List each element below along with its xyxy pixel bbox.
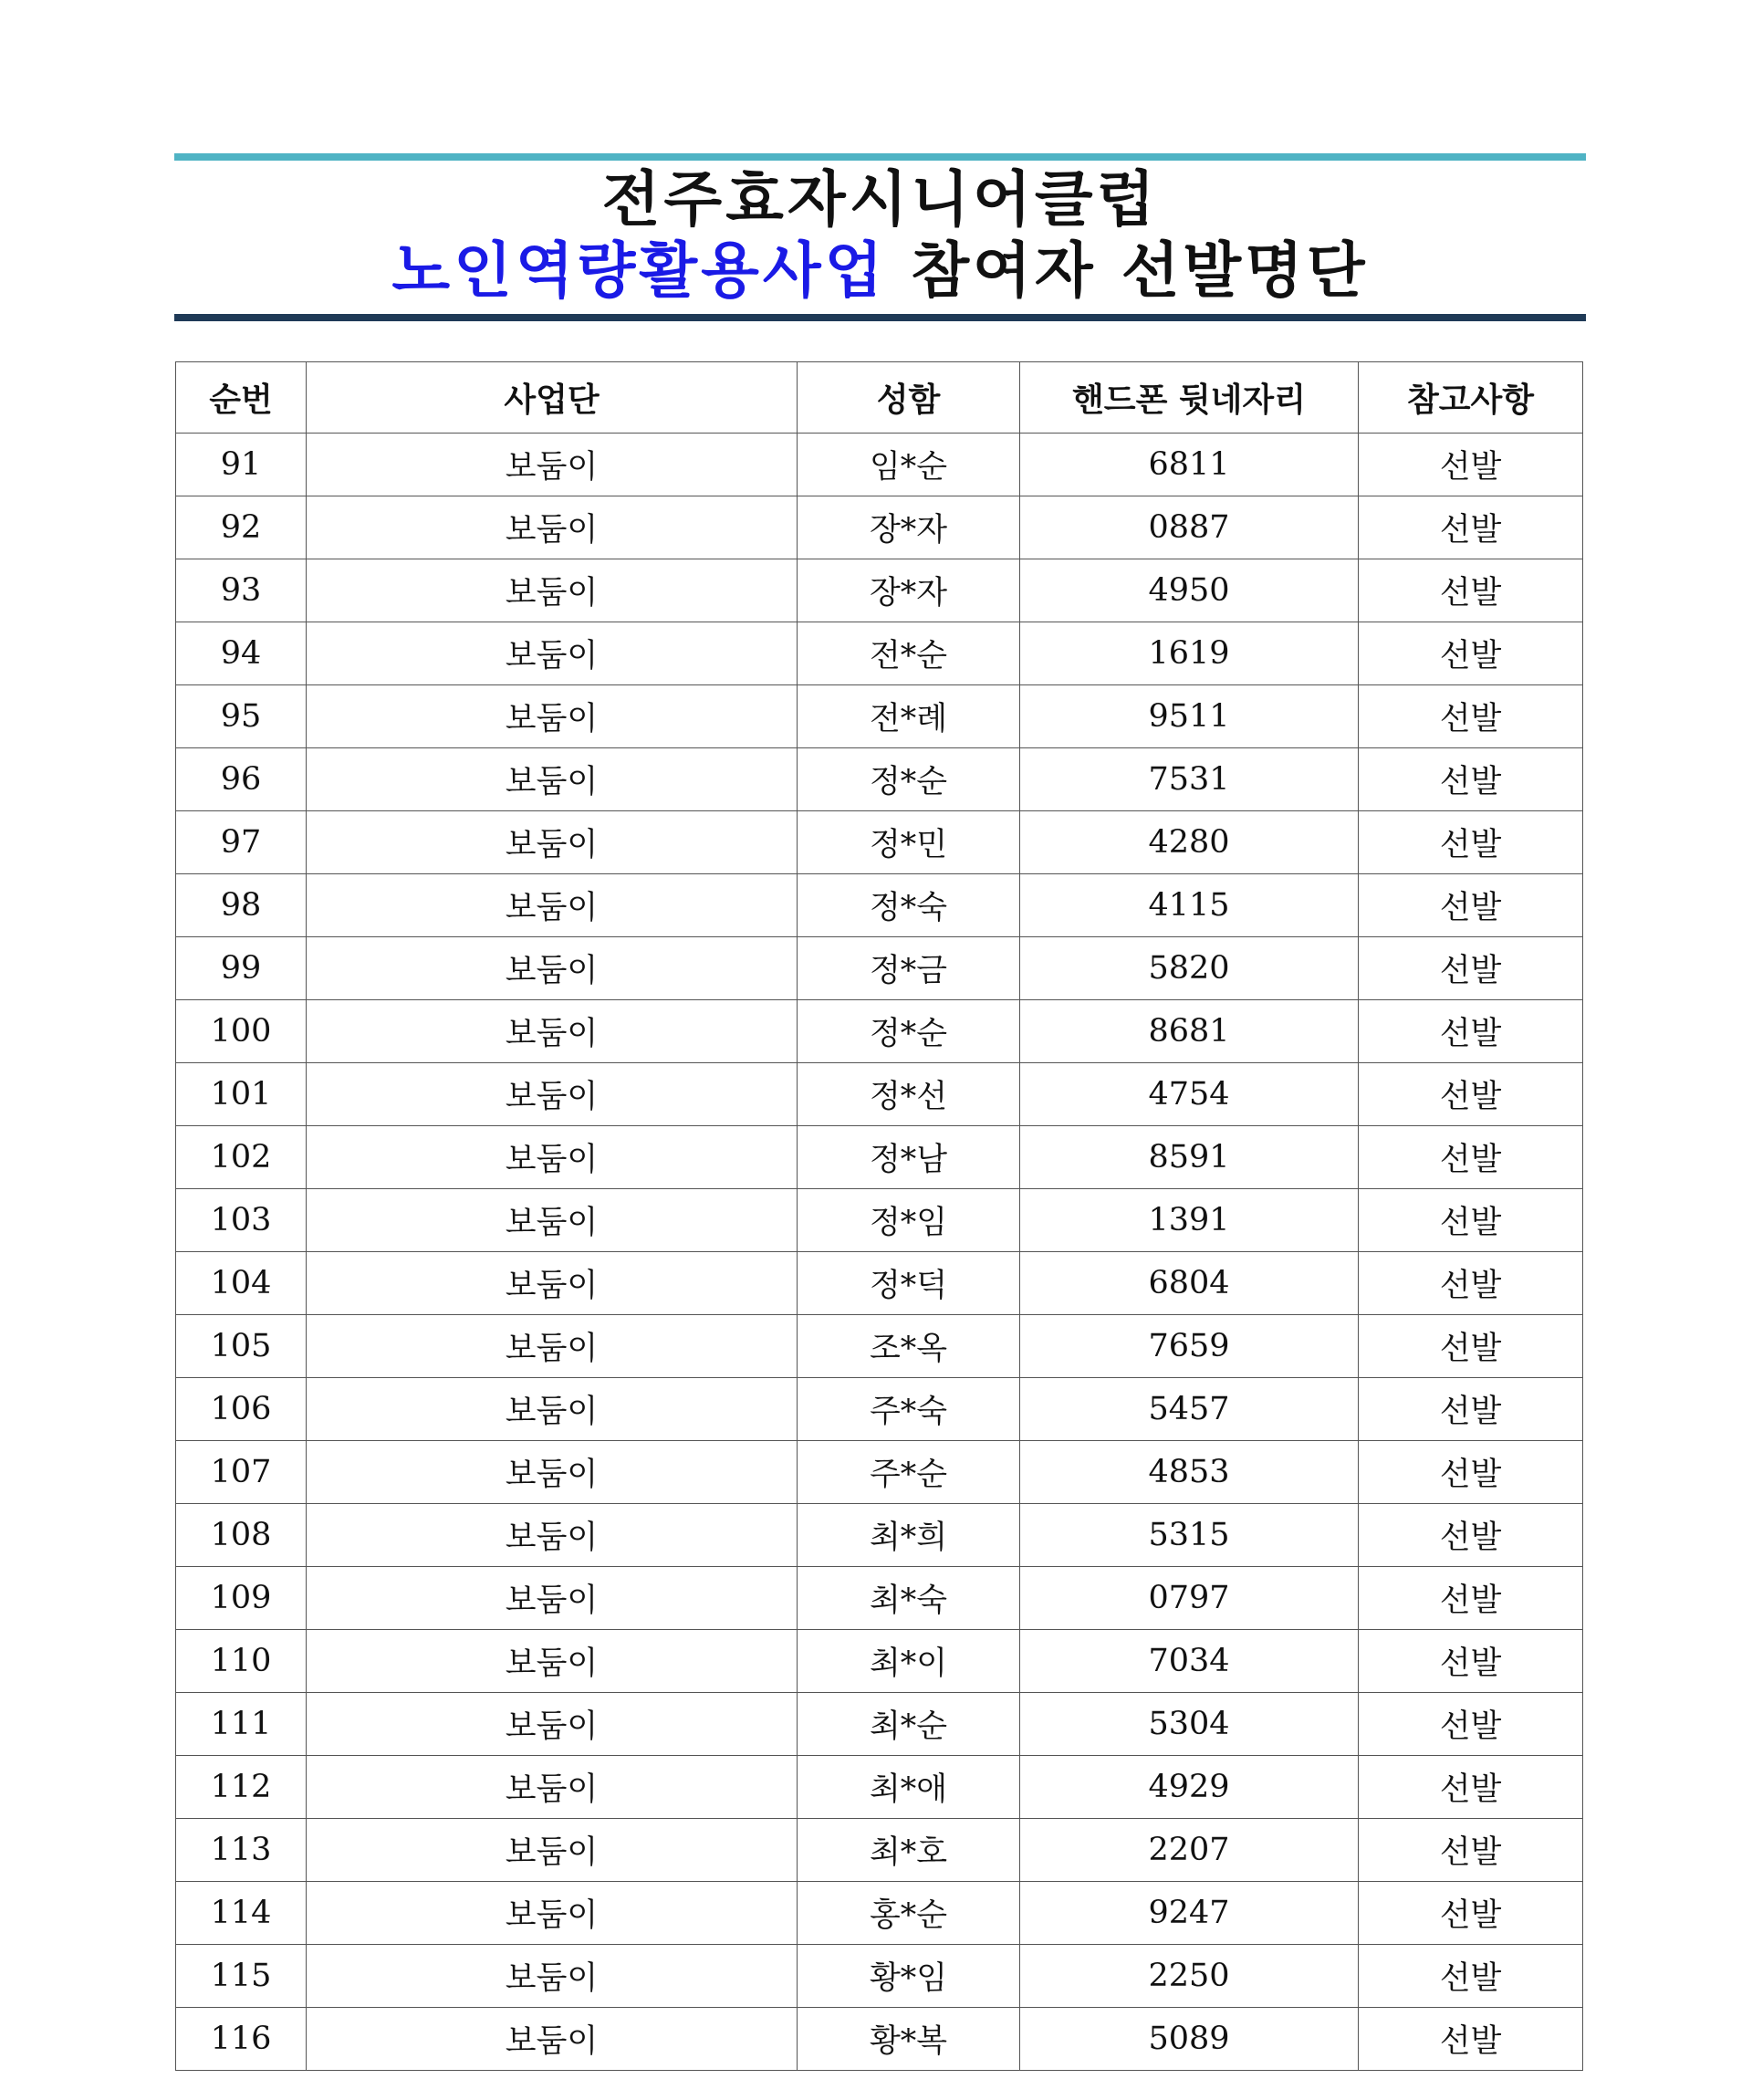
cell-no: 110 [176, 1630, 307, 1693]
cell-no: 108 [176, 1504, 307, 1567]
table-row [176, 434, 1583, 496]
cell-team: 보둠이 [307, 2008, 798, 2071]
cell-no: 93 [176, 559, 307, 622]
cell-team: 보둠이 [307, 811, 798, 874]
table-row [176, 1063, 1583, 1126]
table-row [176, 1882, 1583, 1945]
header-name: 성함 [798, 362, 1020, 434]
cell-team: 보둠이 [307, 1441, 798, 1504]
header-team: 사업단 [307, 362, 798, 434]
cell-name: 최*애 [798, 1756, 1020, 1819]
table-row [176, 937, 1583, 1000]
cell-team: 보둠이 [307, 1945, 798, 2008]
cell-no: 104 [176, 1252, 307, 1315]
cell-no: 113 [176, 1819, 307, 1882]
cell-phone: 8681 [1020, 1000, 1359, 1063]
cell-name: 임*순 [798, 434, 1020, 496]
cell-phone: 6804 [1020, 1252, 1359, 1315]
table-row [176, 1315, 1583, 1378]
cell-phone: 9247 [1020, 1882, 1359, 1945]
cell-note: 선발 [1359, 1567, 1583, 1630]
cell-name: 황*복 [798, 2008, 1020, 2071]
table-row [176, 1756, 1583, 1819]
cell-name: 주*숙 [798, 1378, 1020, 1441]
cell-phone: 5457 [1020, 1378, 1359, 1441]
cell-no: 99 [176, 937, 307, 1000]
cell-phone: 2207 [1020, 1819, 1359, 1882]
cell-note: 선발 [1359, 1126, 1583, 1189]
header-no: 순번 [176, 362, 307, 434]
table-row [176, 748, 1583, 811]
cell-no: 109 [176, 1567, 307, 1630]
table-row [176, 496, 1583, 559]
cell-name: 정*순 [798, 748, 1020, 811]
cell-name: 주*순 [798, 1441, 1020, 1504]
cell-no: 95 [176, 685, 307, 748]
cell-team: 보둠이 [307, 685, 798, 748]
cell-team: 보둠이 [307, 1630, 798, 1693]
cell-name: 전*순 [798, 622, 1020, 685]
cell-no: 105 [176, 1315, 307, 1378]
cell-note: 선발 [1359, 937, 1583, 1000]
cell-note: 선발 [1359, 1252, 1583, 1315]
cell-phone: 7034 [1020, 1630, 1359, 1693]
table-row [176, 1945, 1583, 2008]
cell-phone: 5089 [1020, 2008, 1359, 2071]
cell-name: 최*희 [798, 1504, 1020, 1567]
participant-table [175, 361, 1583, 2071]
cell-team: 보둠이 [307, 1189, 798, 1252]
table-row [176, 1693, 1583, 1756]
table-row [176, 559, 1583, 622]
cell-note: 선발 [1359, 685, 1583, 748]
cell-no: 116 [176, 2008, 307, 2071]
cell-phone: 4115 [1020, 874, 1359, 937]
cell-name: 최*이 [798, 1630, 1020, 1693]
cell-no: 94 [176, 622, 307, 685]
cell-team: 보둠이 [307, 434, 798, 496]
document-title-line1 [174, 164, 1586, 235]
table-row [176, 1567, 1583, 1630]
cell-note: 선발 [1359, 496, 1583, 559]
cell-no: 111 [176, 1693, 307, 1756]
cell-no: 114 [176, 1882, 307, 1945]
cell-note: 선발 [1359, 1378, 1583, 1441]
cell-team: 보둠이 [307, 1756, 798, 1819]
table-row [176, 1378, 1583, 1441]
table-row [176, 1504, 1583, 1567]
cell-name: 정*숙 [798, 874, 1020, 937]
cell-name: 정*금 [798, 937, 1020, 1000]
table-row [176, 2008, 1583, 2071]
document-title-line2 [174, 235, 1586, 306]
cell-name: 전*례 [798, 685, 1020, 748]
cell-name: 정*남 [798, 1126, 1020, 1189]
cell-note: 선발 [1359, 1504, 1583, 1567]
cell-name: 정*선 [798, 1063, 1020, 1126]
cell-no: 103 [176, 1189, 307, 1252]
cell-note: 선발 [1359, 559, 1583, 622]
cell-phone: 1619 [1020, 622, 1359, 685]
cell-team: 보둠이 [307, 1252, 798, 1315]
table-body [176, 434, 1583, 2071]
table-row [176, 1126, 1583, 1189]
table-row [176, 1252, 1583, 1315]
table-row [176, 1441, 1583, 1504]
cell-phone: 4754 [1020, 1063, 1359, 1126]
cell-note: 선발 [1359, 1441, 1583, 1504]
table-row [176, 685, 1583, 748]
cell-phone: 4950 [1020, 559, 1359, 622]
cell-phone: 4853 [1020, 1441, 1359, 1504]
cell-phone: 2250 [1020, 1945, 1359, 2008]
cell-no: 96 [176, 748, 307, 811]
header-note: 참고사항 [1359, 362, 1583, 434]
cell-team: 보둠이 [307, 1378, 798, 1441]
cell-no: 101 [176, 1063, 307, 1126]
cell-note: 선발 [1359, 622, 1583, 685]
cell-phone: 5820 [1020, 937, 1359, 1000]
table-row [176, 1630, 1583, 1693]
cell-phone: 0797 [1020, 1567, 1359, 1630]
list-title: 참여자 선발명단 [911, 235, 1369, 306]
cell-name: 황*임 [798, 1945, 1020, 2008]
cell-note: 선발 [1359, 2008, 1583, 2071]
cell-phone: 1391 [1020, 1189, 1359, 1252]
cell-name: 정*임 [798, 1189, 1020, 1252]
cell-no: 97 [176, 811, 307, 874]
cell-team: 보둠이 [307, 496, 798, 559]
cell-phone: 9511 [1020, 685, 1359, 748]
cell-note: 선발 [1359, 1882, 1583, 1945]
cell-note: 선발 [1359, 1630, 1583, 1693]
cell-note: 선발 [1359, 1945, 1583, 2008]
cell-name: 정*덕 [798, 1252, 1020, 1315]
cell-team: 보둠이 [307, 1882, 798, 1945]
cell-no: 100 [176, 1000, 307, 1063]
cell-team: 보둠이 [307, 559, 798, 622]
cell-phone: 5315 [1020, 1504, 1359, 1567]
cell-name: 홍*순 [798, 1882, 1020, 1945]
cell-name: 최*순 [798, 1693, 1020, 1756]
cell-no: 115 [176, 1945, 307, 2008]
cell-team: 보둠이 [307, 1315, 798, 1378]
program-name: 노인역량활용사업 [391, 235, 887, 306]
cell-no: 107 [176, 1441, 307, 1504]
cell-team: 보둠이 [307, 622, 798, 685]
cell-note: 선발 [1359, 811, 1583, 874]
cell-team: 보둠이 [307, 1000, 798, 1063]
cell-note: 선발 [1359, 434, 1583, 496]
cell-name: 최*숙 [798, 1567, 1020, 1630]
cell-team: 보둠이 [307, 1819, 798, 1882]
cell-team: 보둠이 [307, 1126, 798, 1189]
cell-note: 선발 [1359, 1819, 1583, 1882]
cell-team: 보둠이 [307, 748, 798, 811]
cell-phone: 6811 [1020, 434, 1359, 496]
table-row [176, 622, 1583, 685]
cell-no: 102 [176, 1126, 307, 1189]
cell-no: 106 [176, 1378, 307, 1441]
cell-name: 정*민 [798, 811, 1020, 874]
table-row [176, 1819, 1583, 1882]
cell-team: 보둠이 [307, 1063, 798, 1126]
cell-note: 선발 [1359, 1693, 1583, 1756]
cell-no: 92 [176, 496, 307, 559]
cell-name: 최*호 [798, 1819, 1020, 1882]
cell-no: 112 [176, 1756, 307, 1819]
cell-team: 보둠이 [307, 1567, 798, 1630]
cell-team: 보둠이 [307, 1693, 798, 1756]
cell-no: 91 [176, 434, 307, 496]
cell-note: 선발 [1359, 1315, 1583, 1378]
cell-team: 보둠이 [307, 937, 798, 1000]
table-row [176, 874, 1583, 937]
cell-name: 장*자 [798, 559, 1020, 622]
cell-team: 보둠이 [307, 874, 798, 937]
table-row [176, 1189, 1583, 1252]
cell-name: 조*옥 [798, 1315, 1020, 1378]
cell-team: 보둠이 [307, 1504, 798, 1567]
cell-phone: 8591 [1020, 1126, 1359, 1189]
cell-name: 장*자 [798, 496, 1020, 559]
cell-phone: 4929 [1020, 1756, 1359, 1819]
title-top-rule [174, 153, 1586, 161]
cell-note: 선발 [1359, 1000, 1583, 1063]
organization-name: 전주효자시니어클럽 [601, 164, 1159, 235]
cell-phone: 0887 [1020, 496, 1359, 559]
cell-note: 선발 [1359, 1189, 1583, 1252]
cell-note: 선발 [1359, 748, 1583, 811]
header-phone: 핸드폰 뒷네자리 [1020, 362, 1359, 434]
title-bottom-rule [174, 314, 1586, 321]
cell-phone: 7531 [1020, 748, 1359, 811]
cell-no: 98 [176, 874, 307, 937]
cell-phone: 4280 [1020, 811, 1359, 874]
cell-phone: 7659 [1020, 1315, 1359, 1378]
table-header-row [176, 362, 1583, 434]
cell-note: 선발 [1359, 1756, 1583, 1819]
cell-note: 선발 [1359, 1063, 1583, 1126]
table-row [176, 811, 1583, 874]
table-row [176, 1000, 1583, 1063]
cell-note: 선발 [1359, 874, 1583, 937]
cell-name: 정*순 [798, 1000, 1020, 1063]
cell-phone: 5304 [1020, 1693, 1359, 1756]
